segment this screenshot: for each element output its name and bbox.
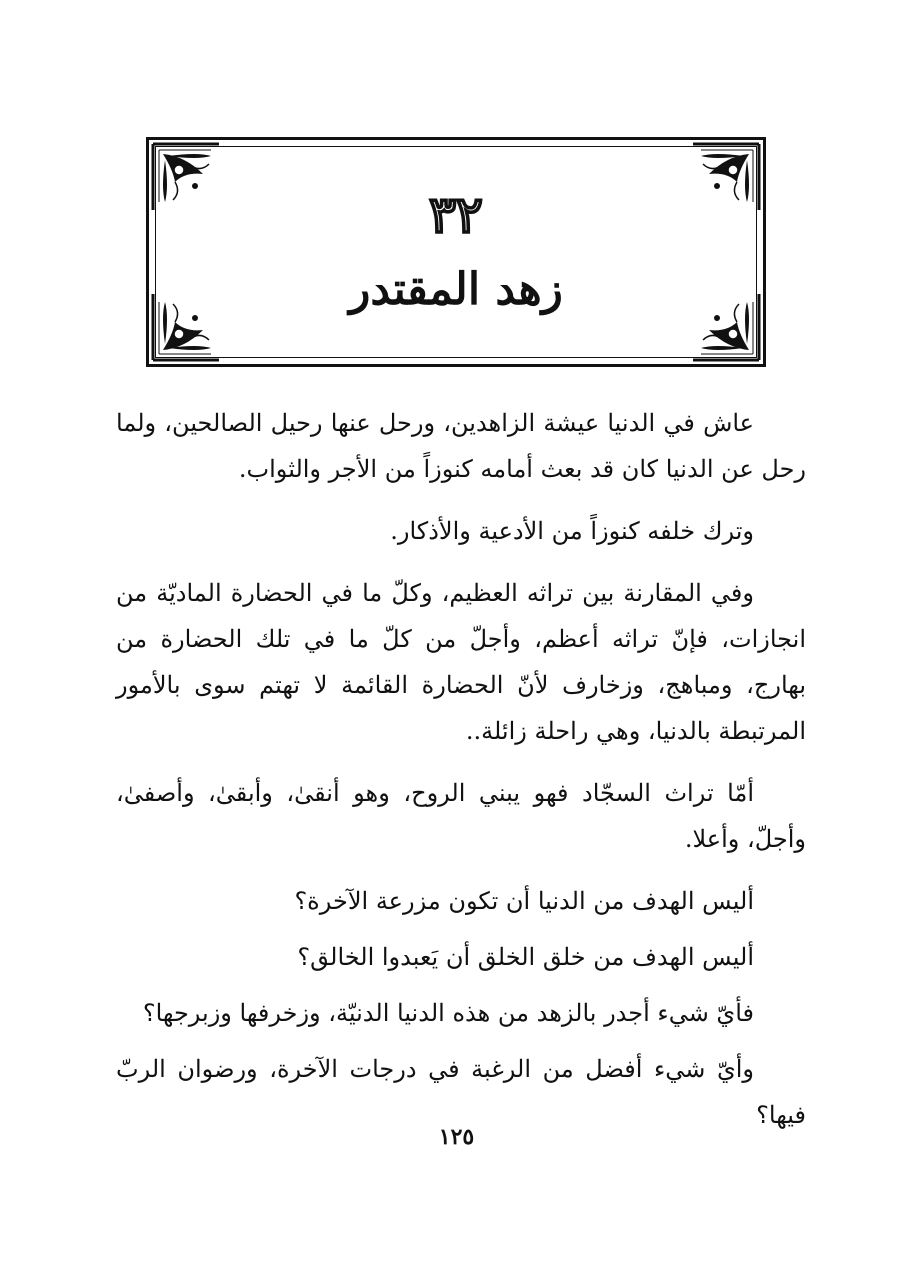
question-line: فأيّ شيء أجدر بالزهد من هذه الدنيا الدنيّة، وزخرفها وزبرجها؟ — [142, 999, 754, 1027]
page-number: ١٢٥ — [438, 1124, 475, 1150]
chapter-number: ٣٢ — [429, 185, 483, 244]
paragraph: وترك خلفه كنوزاً من الأدعية والأذكار. — [390, 517, 754, 545]
question-line: أليس الهدف من خلق الخلق أن يَعبدوا الخالق؟ — [297, 943, 754, 971]
frame-inner-border — [155, 146, 757, 358]
paragraph: عاش في الدنيا عيشة الزاهدين، ورحل عنها رحيل الصالحين، ولما رحل عن الدنيا كان قد بعث أمامه كنوزاً من الأجر والثواب. — [116, 409, 806, 483]
chapter-header-frame — [146, 137, 766, 367]
question-line: أليس الهدف من الدنيا أن تكون مزرعة الآخرة؟ — [294, 887, 754, 915]
paragraph: وفي المقارنة بين تراثه العظيم، وكلّ ما في الحضارة الماديّة من انجازات، فإنّ تراثه أعظم، وأجلّ من كلّ ما في تلك الحضارة من بهارج، ومباهج، وزخارف لأنّ الحضارة القائمة لا تهتم سوى بالأمور المرتبطة بالدنيا، وهي راحلة زائلة.. — [116, 579, 806, 745]
question-line: وأيّ شيء أفضل من الرغبة في درجات الآخرة، ورضوان الربّ فيها؟ — [116, 1055, 806, 1129]
paragraph: أمّا تراث السجّاد فهو يبني الروح، وهو أنقىٰ، وأبقىٰ، وأصفىٰ، وأجلّ، وأعلا. — [116, 779, 806, 853]
chapter-body — [116, 400, 806, 1148]
chapter-title: زهد المقتدر — [349, 264, 563, 315]
